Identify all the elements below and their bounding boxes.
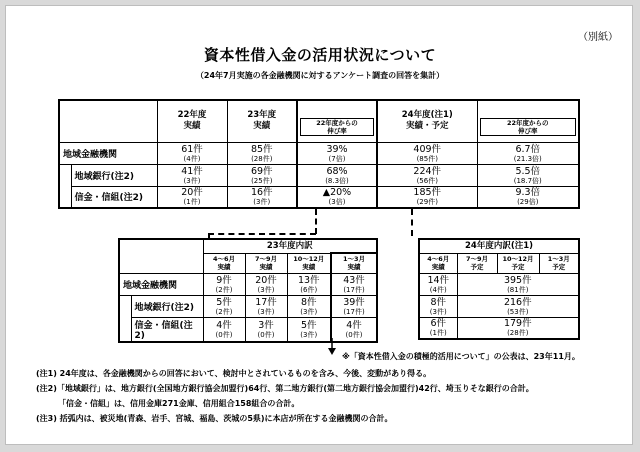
- arrow-icon: [324, 338, 340, 356]
- fy23-breakdown-table: [118, 238, 378, 343]
- header-fy24: 24年度(注1) 実績・予定: [377, 100, 477, 142]
- row-label: 地域金融機関: [59, 142, 157, 164]
- row-label: 地域金融機関: [119, 273, 203, 295]
- row-label: 地域銀行(注2): [131, 295, 203, 317]
- header-row: [59, 100, 579, 142]
- footnote-2b: 「信金・信組」は、信用金庫271金庫、信用組合158組合の合計。: [58, 399, 300, 408]
- page-subtitle: （24年7月実施の各金融機関に対するアンケート調査の回答を集計）: [195, 71, 445, 80]
- connector-23: [315, 209, 317, 234]
- table-row: 地域銀行(注2) 5件 (2件) 17件 (3件) 8件 (3件) 39件 (17件): [119, 295, 377, 317]
- table-row: 信金・信組(注2) 4件 (0件) 3件 (0件) 5件 (3件) 4件 (0件): [119, 317, 377, 342]
- fy24-breakdown-table: [418, 238, 580, 340]
- table-row: 14件 (4件) 395件 (81件): [419, 273, 579, 295]
- row-label: 信金・信組(注2): [131, 317, 203, 342]
- fy24-breakdown-title: 24年度内訳(注1): [419, 239, 579, 253]
- row-label: 信金・信組(注2): [71, 186, 157, 208]
- header-fy22: 22年度 実績: [157, 100, 227, 142]
- table-row: 信金・信組(注2) 20件 (1件) 16件 (3件) ▲20% (3倍) 185件 (29件) 9.3倍 (29倍): [59, 186, 579, 208]
- row-label: 地域銀行(注2): [71, 164, 157, 186]
- footnote-1: (注1) 24年度は、各金融機関からの回答において、検討中とされているものを含み、今後、変動があり得る。: [36, 369, 432, 378]
- table-row: 地域銀行(注2) 41件 (3件) 69件 (25件) 68% (8.3倍) 224件 (56件) 5.5倍 (18.7倍): [59, 164, 579, 186]
- header-growth-23: 22年度からの 伸び率: [297, 100, 377, 142]
- table-row: 8件 (3件) 216件 (53件): [419, 295, 579, 317]
- footnote-3: (注3) 括弧内は、被災地(青森、岩手、宮城、福島、茨城の5県)に本店が所在する金融機関の合計。: [36, 414, 393, 423]
- attachment-tag: （別紙）: [578, 32, 618, 43]
- publication-note: ※「資本性借入金の積極的活用について」の公表は、23年11月。: [342, 352, 580, 361]
- connector-24: [411, 209, 413, 236]
- period-header-row: 4～6月 実績 7～9月 実績 10～12月 実績 1～3月 実績: [119, 253, 377, 273]
- page-title: 資本性借入金の活用状況について: [203, 46, 437, 64]
- document-sheet: [5, 5, 633, 445]
- header-fy23: 23年度 実績: [227, 100, 297, 142]
- table-row: 6件 (1件) 179件 (28件): [419, 317, 579, 339]
- fy23-breakdown-title: 23年度内訳: [203, 239, 377, 253]
- footnote-2: (注2)「地域銀行」は、地方銀行(全国地方銀行協会加盟行)64行、第二地方銀行(第二地方銀行協会加盟行)42行、埼玉りそな銀行の合計。: [36, 384, 534, 393]
- annual-summary-table: [58, 99, 580, 209]
- table-row: 地域金融機関 61件 (4件) 85件 (28件) 39% (7倍) 409件 (85件) 6.7倍 (21.3倍): [59, 142, 579, 164]
- connector-23-h: [208, 233, 316, 235]
- header-growth-24: 22年度からの 伸び率: [477, 100, 579, 142]
- period-header-row: 4～6月 実績 7～9月 予定 10～12月 予定 1～3月 予定: [419, 253, 579, 273]
- table-row: 地域金融機関 9件 (2件) 20件 (3件) 13件 (6件) 43件 (17件): [119, 273, 377, 295]
